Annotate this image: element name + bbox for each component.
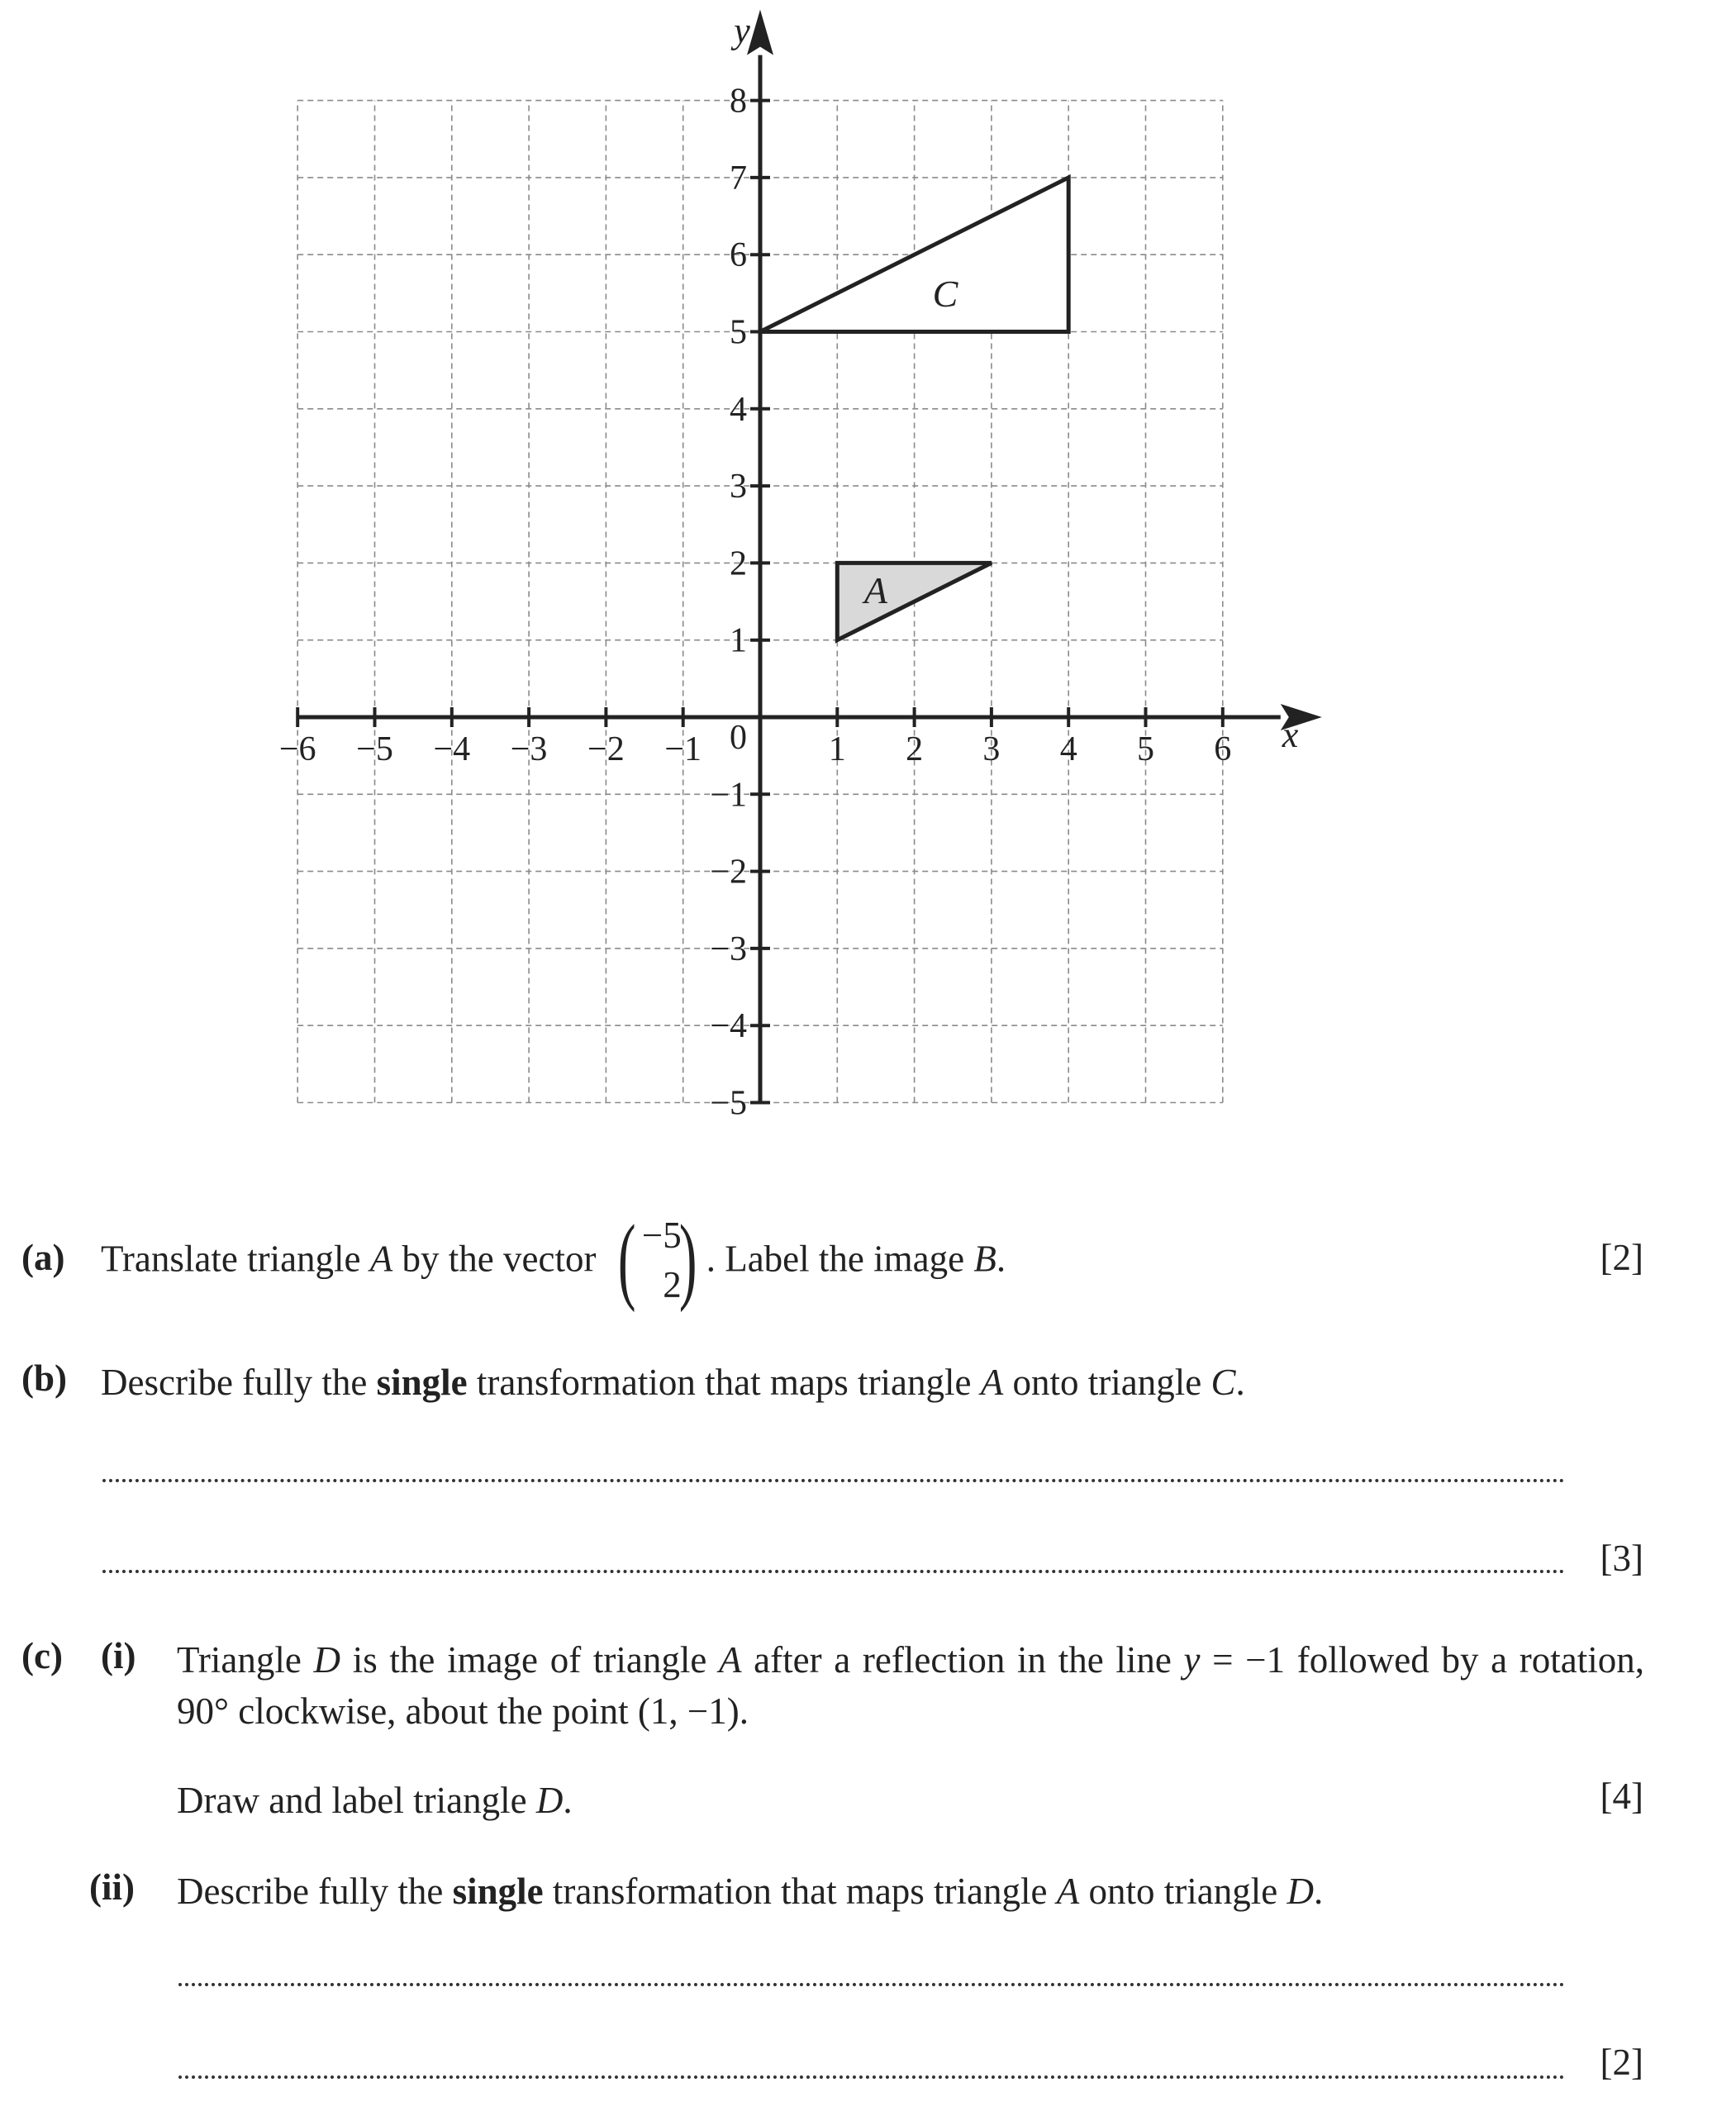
question-b-to: C [1210, 1362, 1236, 1403]
answer-line-b-2[interactable] [102, 1570, 1565, 1573]
question-a-text-after: . Label the image [706, 1238, 974, 1280]
x-tick-label: −2 [587, 730, 625, 768]
triangle-c-label: C [932, 272, 958, 315]
y-tick-label: 6 [730, 236, 747, 275]
x-tick-label: −6 [278, 730, 316, 768]
x-tick-label: −1 [664, 730, 702, 768]
y-tick-label: 5 [730, 313, 747, 352]
y-axis-arrow-icon [747, 10, 773, 55]
y-tick-label: 8 [730, 82, 747, 121]
question-c-ii-text-onto: onto triangle [1079, 1871, 1287, 1912]
question-b-text-onto: onto triangle [1003, 1362, 1211, 1403]
x-tick-label: 4 [1059, 730, 1077, 768]
question-c-i-tri-a: A [719, 1639, 742, 1681]
question-c-i-number: (i) [101, 1635, 136, 1676]
x-tick-label: 6 [1214, 730, 1232, 768]
y-axis-label: y [734, 10, 750, 51]
question-a-text-before: Translate triangle [101, 1238, 370, 1280]
origin-label: 0 [730, 719, 747, 757]
question-b-marks: [3] [1600, 1538, 1643, 1579]
x-tick-label: 5 [1137, 730, 1154, 768]
question-c-i-text-1: Triangle [177, 1639, 314, 1681]
question-c-ii-marks: [2] [1600, 2042, 1643, 2083]
question-c-i-draw-end: . [563, 1780, 573, 1821]
question-b-bold: single [376, 1362, 468, 1403]
question-b-from: A [980, 1362, 1004, 1403]
question-b-text-before: Describe fully the [101, 1362, 377, 1403]
answer-line-c-ii-1[interactable] [178, 1983, 1565, 1986]
answer-line-c-ii-2[interactable] [178, 2075, 1565, 2079]
y-tick-label: 3 [730, 468, 747, 506]
y-tick-label: −2 [710, 853, 747, 891]
question-c-ii-text [177, 1866, 1323, 1917]
question-c-i-text-2: is the image of triangle [340, 1639, 719, 1681]
y-tick-label: 2 [730, 544, 747, 583]
axis-ticks [279, 83, 1231, 1123]
x-tick-label: 1 [828, 730, 846, 768]
question-c-number: (c) [21, 1635, 63, 1676]
question-c-i-line-var: y [1183, 1639, 1201, 1681]
question-c-ii-to: D [1287, 1871, 1314, 1912]
question-a-marks: [2] [1600, 1237, 1643, 1278]
question-a-number: (a) [21, 1237, 65, 1278]
question-c-ii-text-before: Describe fully the [177, 1871, 453, 1912]
x-tick-label: 2 [906, 730, 924, 768]
question-c-i-line-eq: = −1 [1200, 1639, 1286, 1681]
question-c-i-marks: [4] [1600, 1776, 1643, 1817]
question-c-ii-bold: single [452, 1871, 544, 1912]
y-tick-label: −1 [710, 776, 747, 815]
question-c-i-text-3: after a reflection in the line [741, 1639, 1184, 1681]
question-a-shape: A [369, 1238, 393, 1280]
question-c-ii-end: . [1313, 1871, 1324, 1912]
question-c-i-text [177, 1634, 1644, 1737]
question-c-ii-number: (ii) [89, 1866, 135, 1908]
x-axis-label: x [1282, 715, 1299, 755]
question-a-end: . [996, 1238, 1006, 1280]
vector-top-value: −5 [641, 1215, 682, 1256]
x-tick-label: −3 [510, 730, 548, 768]
question-b-text [101, 1357, 1245, 1408]
y-tick-label: 4 [730, 390, 747, 429]
vector-bottom-value: 2 [663, 1264, 682, 1305]
question-a-text [101, 1205, 1006, 1313]
y-tick-label: −5 [710, 1084, 747, 1123]
x-tick-label: −4 [433, 730, 471, 768]
x-tick-label: −5 [356, 730, 393, 768]
question-b-end: . [1235, 1362, 1245, 1403]
vector-left-paren: ( [617, 1205, 636, 1313]
question-a-text-mid: by the vector [392, 1238, 606, 1280]
triangle-a-label: A [863, 569, 888, 612]
translation-vector [611, 1205, 702, 1313]
question-c-i-tri-d: D [313, 1639, 341, 1681]
question-c-i-draw-tri: D [535, 1780, 564, 1821]
question-c-i-draw-text: Draw and label triangle [177, 1780, 536, 1821]
vector-right-paren: ) [679, 1205, 697, 1313]
question-c-i-text-4: followed by a rotation, 90° clockwise, about the point (1, −1). [177, 1639, 1644, 1733]
y-tick-label: −3 [710, 930, 747, 968]
triangle-a [837, 563, 992, 639]
question-c-ii-text-mid: transformation that maps triangle [543, 1871, 1057, 1912]
question-a-image: B [973, 1238, 996, 1280]
answer-line-b-1[interactable] [102, 1479, 1565, 1482]
question-b-number: (b) [21, 1357, 67, 1399]
y-tick-label: 7 [730, 159, 747, 197]
question-c-ii-from: A [1056, 1871, 1080, 1912]
x-tick-label: 3 [982, 730, 1001, 768]
question-b-text-mid: transformation that maps triangle [467, 1362, 981, 1403]
question-c-i-draw [177, 1775, 573, 1826]
y-tick-label: −4 [710, 1007, 747, 1046]
y-tick-label: 1 [730, 621, 747, 660]
